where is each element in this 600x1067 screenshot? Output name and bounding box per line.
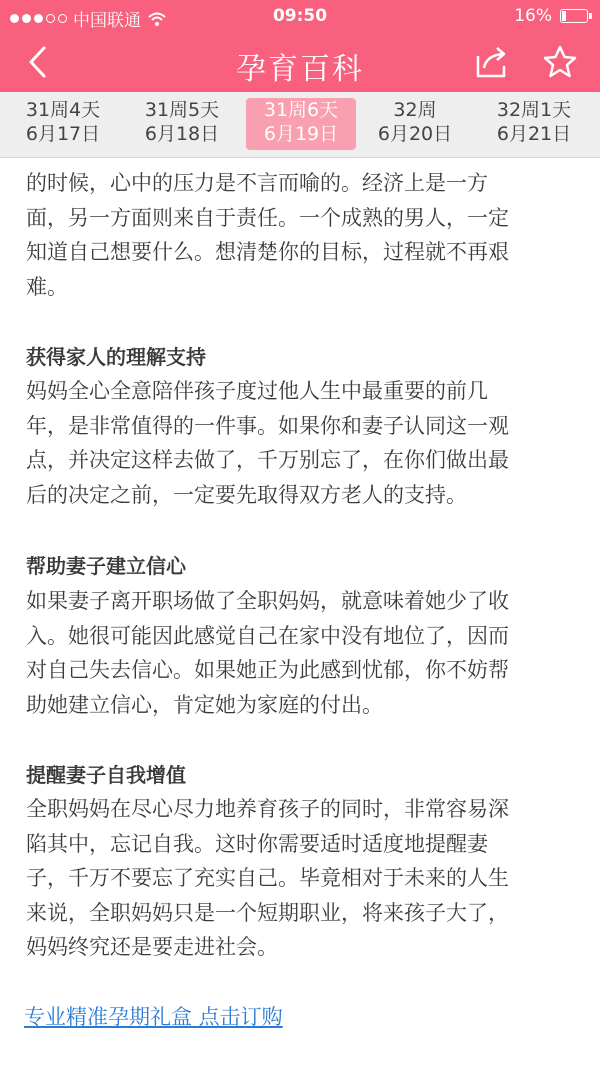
text-line: 子，千万不要忘了充实自己。毕竟相对于未来的人生 [26, 866, 509, 890]
favorite-button[interactable] [540, 42, 580, 82]
star-icon [540, 42, 580, 82]
nav-bar [0, 32, 600, 92]
date-item-2-selected[interactable] [246, 98, 356, 150]
date-selector [0, 92, 600, 158]
text-line: 后的决定之前，一定要先取得双方老人的支持。 [26, 482, 467, 507]
section-body [26, 374, 576, 512]
text-line: 对自己失去信心。如果她正为此感到忧郁，你不妨帮 [26, 658, 509, 682]
article-intro [26, 166, 576, 304]
battery-percent: 16% [514, 6, 552, 26]
date-item-1[interactable] [127, 98, 237, 150]
section-heading: 提醒妻子自我增值 [26, 763, 186, 787]
text-line: 知道自己想要什么。想清楚你的目标，过程就不再艰 [26, 240, 509, 264]
share-icon [472, 44, 512, 80]
text-line: 如果妻子离开职场做了全职妈妈，就意味着她少了收 [26, 589, 509, 613]
text-line: 陷其中，忘记自我。这时你需要适时适度地提醒妻 [26, 831, 488, 856]
battery-status [514, 6, 588, 26]
text-line: 妈妈终究还是要走进社会。 [26, 935, 278, 959]
section-heading: 获得家人的理解支持 [26, 345, 206, 369]
date-day: 6月18日 [144, 123, 220, 145]
date-week: 32周1天 [496, 99, 572, 121]
section-body [26, 792, 576, 965]
date-week: 31周5天 [144, 99, 220, 121]
section-heading: 帮助妻子建立信心 [26, 554, 186, 578]
date-item-0[interactable] [8, 98, 118, 150]
text-line: 入。她很可能因此感觉自己在家中没有地位了，因而 [26, 623, 509, 648]
battery-level [562, 11, 566, 21]
carrier-name: 中国联通 [73, 11, 141, 31]
section-body [26, 584, 576, 722]
promo-purchase-link[interactable]: 专业精准孕期礼盒 点击订购 [24, 1005, 283, 1029]
date-week: 31周6天 [263, 99, 339, 121]
text-line: 妈妈全心全意陪伴孩子度过他人生中最重要的前几 [26, 379, 488, 403]
status-time: 09:50 [272, 6, 328, 26]
text-line: 来说，全职妈妈只是一个短期职业，将来孩子大了， [26, 900, 509, 925]
date-item-4[interactable] [479, 98, 589, 150]
date-week: 32周 [393, 99, 437, 121]
date-day: 6月17日 [25, 123, 101, 145]
date-day: 6月20日 [377, 123, 453, 145]
text-line: 年，是非常值得的一件事。如果你和妻子认同这一观 [26, 413, 509, 438]
text-line: 难。 [26, 274, 68, 299]
date-day: 6月21日 [496, 123, 572, 145]
article-content [0, 158, 600, 1067]
date-week: 31周4天 [25, 99, 101, 121]
battery-icon [560, 9, 588, 23]
page-title: 孕育百科 [236, 52, 364, 87]
text-line: 的时候，心中的压力是不言而喻的。经济上是一方 [26, 171, 488, 195]
date-item-3[interactable] [360, 98, 470, 150]
text-line: 点，并决定这样去做了，千万别忘了，在你们做出最 [26, 448, 509, 472]
date-day: 6月19日 [263, 123, 339, 145]
status-bar [0, 0, 600, 32]
text-line: 全职妈妈在尽心尽力地养育孩子的同时，非常容易深 [26, 797, 509, 821]
share-button[interactable] [472, 44, 512, 80]
text-line: 助她建立信心，肯定她为家庭的付出。 [26, 692, 383, 717]
text-line: 面，另一方面则来自于责任。一个成熟的男人，一定 [26, 205, 509, 230]
